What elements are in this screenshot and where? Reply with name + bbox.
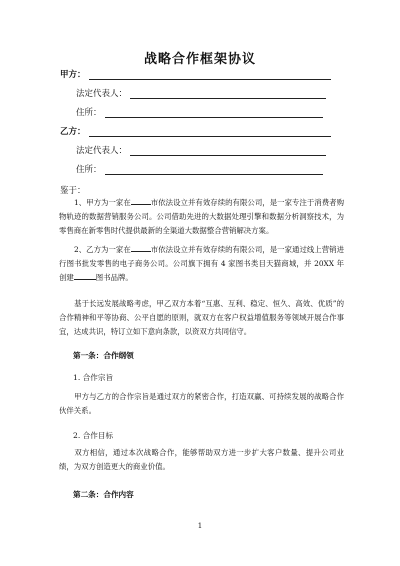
whereas-item-1-city-blank[interactable]	[131, 197, 151, 205]
party-b-legal-rep-label: 法定代表人：	[76, 146, 128, 156]
page-number: 1	[197, 522, 203, 530]
article-2-heading: 第二条：合作内容	[73, 490, 134, 499]
party-b-address-field	[76, 163, 323, 175]
party-b-field	[60, 125, 331, 137]
whereas-item-2-end: 图书品牌。	[95, 273, 133, 282]
party-a-blank[interactable]	[89, 71, 331, 80]
party-a-address-blank[interactable]	[105, 109, 323, 118]
basis-paragraph-text: 基于长远发展战略考虑，甲乙双方本着“互惠、互利、稳定、恒久、高效、优质”的合作精神和平等协商、公平自愿的原则，就双方在客户权益增值服务等领域开展合作事宜，达成共识，特订立如下意向条款，以资双方共同信守。	[59, 299, 344, 336]
party-a-field	[60, 68, 331, 80]
cooperation-purpose-paragraph	[59, 390, 344, 418]
party-b-label: 乙方：	[60, 127, 86, 137]
party-a-legal-rep-label: 法定代表人：	[76, 89, 128, 99]
whereas-item-2-brand-blank[interactable]	[74, 272, 96, 280]
cooperation-purpose-text: 甲方与乙方的合作宗旨是通过双方的紧密合作，打造双赢、可持续发展的战略合作伙伴关系。	[59, 392, 344, 415]
whereas-item-2-city-blank[interactable]	[131, 244, 151, 252]
party-b-address-blank[interactable]	[105, 166, 323, 175]
whereas-item-1-rest: 市依法设立并有效存续的有限公司，是一家专注于消费者购物轨迹的数据营销服务公司。公司借助先进的大数据处理引擎和数据分析洞察技术，为零售商在新零售时代提供最新的全渠道大数据整合营销解决方案。	[59, 198, 344, 235]
party-b-legal-rep-blank[interactable]	[130, 147, 326, 156]
article-1-heading: 第一条：合作纲领	[73, 351, 134, 360]
cooperation-goal-heading: 2. 合作目标	[73, 431, 114, 440]
whereas-item-2	[59, 243, 344, 285]
whereas-field	[60, 184, 86, 196]
party-a-legal-rep-field	[76, 87, 326, 99]
party-a-address-label: 住所：	[76, 108, 102, 118]
whereas-item-1	[59, 196, 344, 238]
party-a-address-field	[76, 106, 323, 118]
party-b-blank[interactable]	[89, 128, 331, 137]
party-a-legal-rep-blank[interactable]	[130, 90, 326, 99]
whereas-item-2-start: 2、乙方为一家在	[74, 245, 131, 254]
party-a-label: 甲方：	[60, 70, 86, 80]
basis-paragraph	[59, 297, 344, 339]
document-title: 战略合作框架协议	[143, 52, 256, 67]
party-b-legal-rep-field	[76, 144, 326, 156]
whereas-label: 鉴于：	[60, 186, 86, 196]
party-b-address-label: 住所：	[76, 165, 102, 175]
cooperation-purpose-heading: 1. 合作宗旨	[73, 373, 114, 382]
cooperation-goal-text: 双方相信，通过本次战略合作，能够帮助双方进一步扩大客户数量、提升公司业绩，为双方创造更大的商业价值。	[59, 448, 344, 471]
whereas-item-2-middle: 市依法设立并有效存续的有限公司，是一家通过线上营销进行图书批发零售的电子商务公司。公司旗下拥有 4 家图书类目天猫商城，并 20XX 年创建	[59, 245, 344, 282]
cooperation-goal-paragraph	[59, 446, 344, 474]
whereas-item-1-start: 1、甲方为一家在	[74, 198, 131, 207]
